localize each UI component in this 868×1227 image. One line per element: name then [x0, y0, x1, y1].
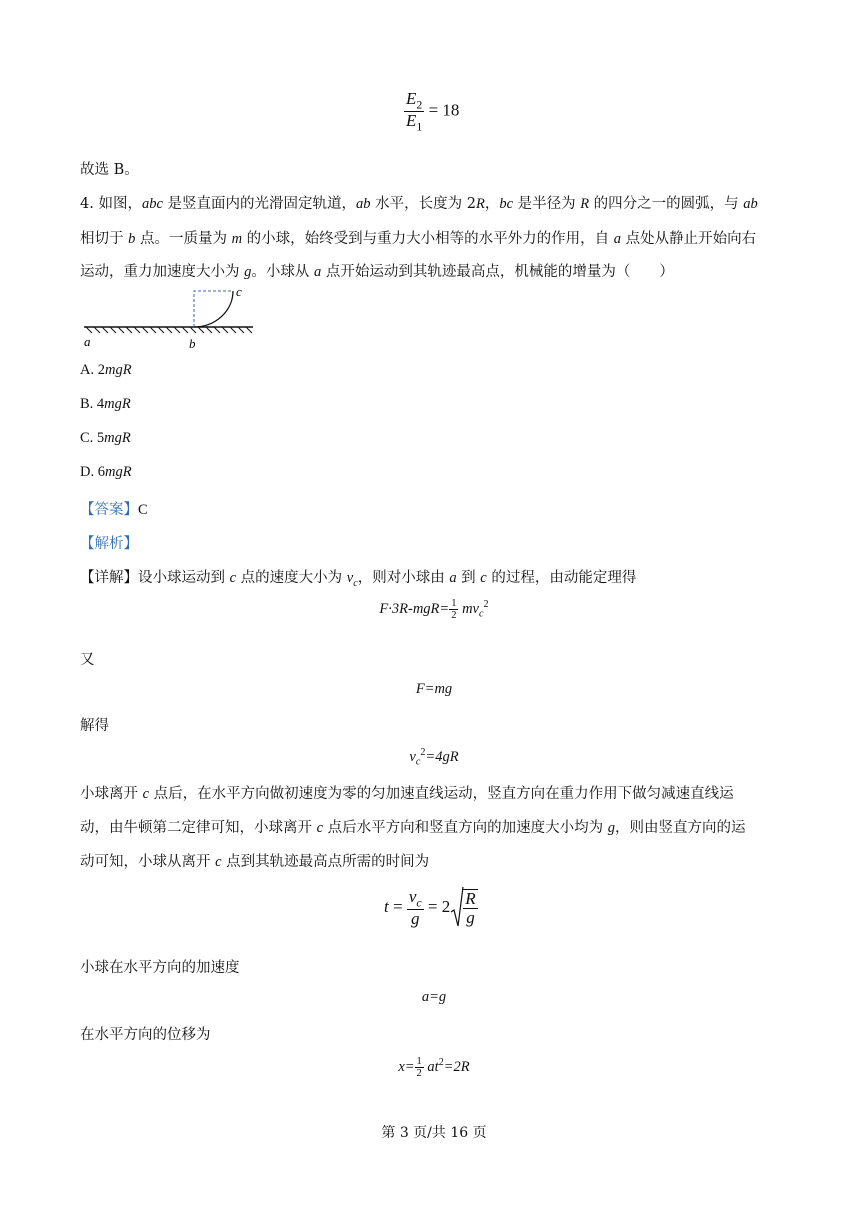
- equation-force: F=mg: [415, 681, 453, 697]
- quarter-arc: [194, 291, 233, 327]
- analysis-tag: 【解析】: [80, 536, 138, 552]
- equation-velocity-squared: $v_c^2=4gR$: [409, 747, 459, 768]
- horizontal-disp-line: 在水平方向的位移为: [80, 1027, 211, 1043]
- question-line-2: 相切于 b 点。一质量为 m 的小球，始终受到与重力大小相等的水平外力的作用，自 a 点处从静止开始向右: [80, 231, 757, 247]
- horizontal-acc-line: 小球在水平方向的加速度: [80, 960, 240, 976]
- equation-energy-ratio: [404, 90, 459, 133]
- label-c: c: [236, 284, 242, 299]
- answer-line: [80, 498, 148, 519]
- answer-value: C: [138, 502, 148, 518]
- detail-line: 【详解】设小球运动到 c 点的速度大小为 $v_c$，则对小球由 a 到 c 的过程，由动能定理得: [80, 570, 637, 589]
- label-b: b: [189, 336, 196, 351]
- para-line-1: 小球离开 c 点后，在水平方向做初速度为零的匀加速直线运动，竖直方向在重力作用下做匀减速直线运: [80, 786, 734, 802]
- para-line-3: 动可知，小球从离开 c 点到其轨迹最高点所需的时间为: [80, 854, 430, 870]
- para-line-2: 动，由牛顿第二定律可知，小球离开 c 点后水平方向和竖直方向的加速度大小均为 g，则由竖直方向的运: [80, 820, 746, 836]
- option-c: C. 5mgR: [80, 430, 131, 446]
- question-line-1: 4. 如图，abc 是竖直面内的光滑固定轨道，ab 水平，长度为 2R，bc 是半径为 R 的四分之一的圆弧，与 ab: [80, 196, 758, 212]
- track-figure: [80, 284, 260, 356]
- radical-sign: [450, 886, 464, 930]
- label-a: a: [84, 334, 91, 349]
- equation-work-energy: F·3R-mgR= $\frac{1}{2}$ $mv_c^2$: [379, 598, 489, 622]
- vc-over-g-fraction: $\frac{v_c}{g}$: [408, 887, 422, 929]
- answer-tag: 【答案】: [80, 502, 138, 518]
- equation-rhs: = 18: [428, 100, 460, 120]
- ground-hatching: [86, 327, 252, 333]
- jiede-line: 解得: [80, 718, 109, 734]
- option-b: B. 4mgR: [80, 396, 131, 412]
- r-over-g-fraction: $\frac{R}{g}$: [465, 889, 476, 927]
- page-footer: 第 3 页/共 16 页: [381, 1125, 487, 1141]
- question-line-3: 运动，重力加速度大小为 g。小球从 a 点开始运动到其轨迹最高点，机械能的增量为（ ）: [80, 264, 674, 280]
- equation-acceleration: a=g: [421, 989, 447, 1005]
- you-line: 又: [80, 652, 95, 668]
- sqrt-symbol: [450, 886, 477, 930]
- option-d: D. 6mgR: [80, 464, 132, 480]
- energy-fraction: $\frac{E_2}{E_1}$: [406, 89, 423, 134]
- equation-time: t = $\frac{v_c}{g}$ = 2 $\frac{R}{g}$: [384, 887, 476, 929]
- equation-displacement: x= $\frac{1}{2}$ $at^2=2R$: [398, 1056, 470, 1080]
- option-a: A. 2mgR: [80, 362, 132, 378]
- half-fraction-2: $\frac{1}{2}$: [416, 1056, 422, 1080]
- prev-answer-line: 故选 B。: [80, 162, 139, 178]
- half-fraction: $\frac{1}{2}$: [451, 598, 457, 622]
